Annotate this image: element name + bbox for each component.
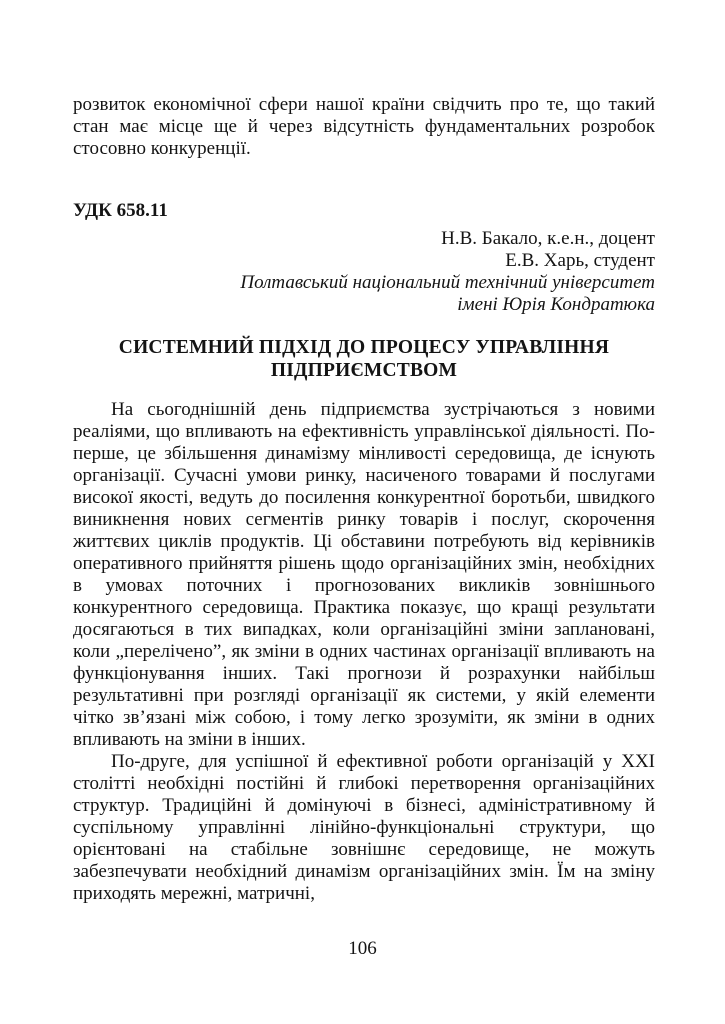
text-column (73, 94, 655, 905)
author-line-1: Н.В. Бакало, к.е.н., доцент (441, 228, 655, 249)
body-paragraph-1: На сьогоднішній день підприємства зустрічаються з новими реаліями, що впливають на ефективність управлінської діяльності. По-перше, це збільшення динамізму мінливості середовища, де існують організації. Сучасні умови ринку, насиченого товарами й послугами високої якості, ведуть до посилення конкурентної боротьби, швидкого виникнення нових сегментів ринку товарів і послуг, скорочення життєвих циклів продуктів. Ці обставини потребують від керівників оперативного прийняття рішень щодо організаційних змін, необхідних в умовах поточних і прогнозованих викликів зовнішнього конкурентного середовища. Практика показує, що кращі результати досягаються в тих випадках, коли організаційні зміни заплановані, коли „перелічено”, як зміни в одних частинах організації впливають на функціонування інших. Такі прогнози й розрахунки найбільш результативні при розгляді організації як системи, у якій елементи чітко зв’язані між собою, і тому легко зрозуміти, як зміни в одних впливають на зміни в інших. (73, 399, 655, 750)
affiliation-line-2: імені Юрія Кондратюка (457, 294, 655, 315)
body-paragraph-2: По-друге, для успішної й ефективної роботи організацій у XXI столітті необхідні постійні й глибокі перетворення організаційних структур. Традиційні й домінуючі в бізнесі, адміністративному й суспільному управлінні лінійно-функціональні структури, що орієнтовані на стабільне зовнішнє середовище, не можуть забезпечувати необхідний динамізм організаційних змін. Їм на зміну приходять мережні, матричні, (73, 751, 655, 904)
author-line-2: Е.В. Харь, студент (505, 250, 655, 271)
article-body (73, 399, 655, 905)
udc-code: УДК 658.11 (73, 200, 168, 221)
page-number: 106 (348, 938, 377, 959)
article-title: СИСТЕМНИЙ ПІДХІД ДО ПРОЦЕСУ УПРАВЛІННЯ ПІДПРИЄМСТВОМ (118, 337, 610, 381)
affiliation-line-1: Полтавський національний технічний університет (240, 272, 655, 293)
authors-block (73, 228, 655, 316)
intro-paragraph: розвиток економічної сфери нашої країни свідчить про те, що такий стан має місце ще й через відсутність фундаментальних розробок стосовно конкуренції. (73, 94, 655, 159)
